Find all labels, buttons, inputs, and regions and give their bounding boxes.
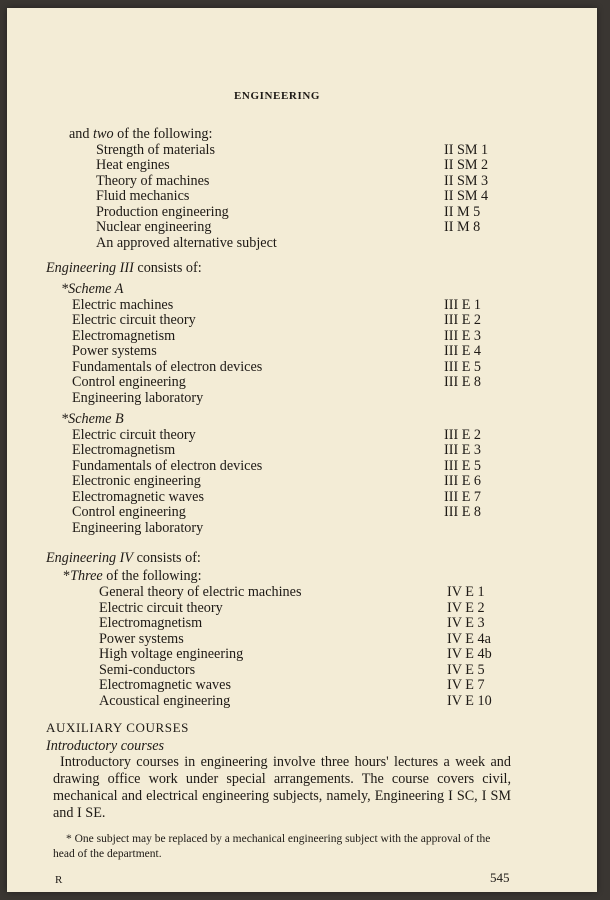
course-name: Electromagnetism (99, 615, 203, 631)
course-code: III E 4 (444, 343, 482, 359)
intro-italic: two (93, 126, 114, 142)
signature-mark: R (55, 874, 63, 886)
course-code: II M 5 (444, 204, 481, 220)
two-of-following-intro (69, 126, 212, 142)
three-italic: Three (70, 568, 103, 584)
course-code: III E 3 (444, 442, 482, 458)
course-code: IV E 7 (447, 677, 485, 693)
course-code: III E 1 (444, 297, 482, 313)
course-name: Engineering laboratory (72, 390, 204, 406)
course-name: Electric circuit theory (72, 427, 196, 443)
course-code: II SM 4 (444, 188, 489, 204)
running-header: ENGINEERING (233, 90, 321, 102)
course-name: Electromagnetism (72, 442, 176, 458)
footnote-text: * One subject may be replaced by a mechanical engineering subject with the approval of the head of the department. (53, 833, 491, 860)
course-code: III E 5 (444, 359, 482, 375)
eng3-title-rest: consists of: (133, 260, 202, 276)
introductory-paragraph: Introductory courses in engineering involve three hours' lectures a week and drawing office work under special arrangements. The course covers civil, mechanical and electrical engineering subjects, namely, Engineering I SC, I SM and I SE. (53, 754, 511, 821)
course-name: Electronic engineering (72, 473, 201, 489)
course-name: An approved alternative subject (96, 235, 277, 251)
course-name: Engineering laboratory (72, 520, 204, 536)
course-code: IV E 10 (447, 693, 492, 709)
course-name: High voltage engineering (99, 646, 244, 662)
intro-plain: and (69, 126, 94, 142)
course-name: Semi-conductors (99, 662, 196, 678)
scheme-b-label: *Scheme B (61, 411, 124, 427)
course-name: Fundamentals of electron devices (72, 359, 263, 375)
course-code: II SM 3 (444, 173, 489, 189)
course-name: Production engineering (96, 204, 229, 220)
course-name: Heat engines (96, 157, 170, 173)
course-code: III E 8 (444, 374, 482, 390)
course-name: Electric circuit theory (72, 312, 196, 328)
course-name: Theory of machines (96, 173, 210, 189)
course-name: Fluid mechanics (96, 188, 190, 204)
intro-rest: of the following: (113, 126, 213, 142)
three-rest: of the following: (102, 568, 202, 584)
introductory-courses-subheading: Introductory courses (46, 738, 165, 754)
course-name: Electromagnetic waves (99, 677, 231, 693)
course-name: Nuclear engineering (96, 219, 212, 235)
course-code: III E 8 (444, 504, 482, 520)
course-code: IV E 4a (447, 631, 491, 647)
course-name: Strength of materials (96, 142, 215, 158)
auxiliary-courses-heading: AUXILIARY COURSES (46, 720, 189, 735)
course-name: General theory of electric machines (99, 584, 302, 600)
course-name: Electric circuit theory (99, 600, 223, 616)
course-name: Fundamentals of electron devices (72, 458, 263, 474)
course-code: IV E 4b (447, 646, 492, 662)
course-code: II SM 2 (444, 157, 489, 173)
course-name: Electric machines (72, 297, 174, 313)
course-code: IV E 3 (447, 615, 485, 631)
eng3-title: Engineering III (46, 260, 134, 276)
course-name: Control engineering (72, 374, 186, 390)
footnote (53, 832, 513, 862)
course-code: II SM 1 (444, 142, 489, 158)
course-name: Control engineering (72, 504, 186, 520)
engineering-iii-heading (46, 260, 202, 276)
course-name: Electromagnetic waves (72, 489, 204, 505)
document-page (7, 8, 597, 892)
course-code: IV E 2 (447, 600, 485, 616)
eng4-title-rest: consists of: (133, 550, 201, 566)
page-number: 545 (490, 870, 510, 885)
course-code: III E 6 (444, 473, 482, 489)
footnote-marker: * (63, 568, 71, 584)
course-name: Power systems (99, 631, 184, 647)
scheme-a-label: *Scheme A (61, 281, 124, 297)
course-code: III E 7 (444, 489, 482, 505)
course-code: IV E 5 (447, 662, 485, 678)
course-code: III E 2 (444, 427, 482, 443)
course-code: III E 5 (444, 458, 482, 474)
course-name: Power systems (72, 343, 157, 359)
course-code: III E 3 (444, 328, 482, 344)
course-name: Electromagnetism (72, 328, 176, 344)
course-code: II M 8 (444, 219, 481, 235)
eng4-title: Engineering IV (46, 550, 134, 566)
course-code: III E 2 (444, 312, 482, 328)
three-of-following-intro (63, 568, 202, 584)
course-name: Acoustical engineering (99, 693, 231, 709)
course-code: IV E 1 (447, 584, 485, 600)
engineering-iv-heading (46, 550, 201, 566)
